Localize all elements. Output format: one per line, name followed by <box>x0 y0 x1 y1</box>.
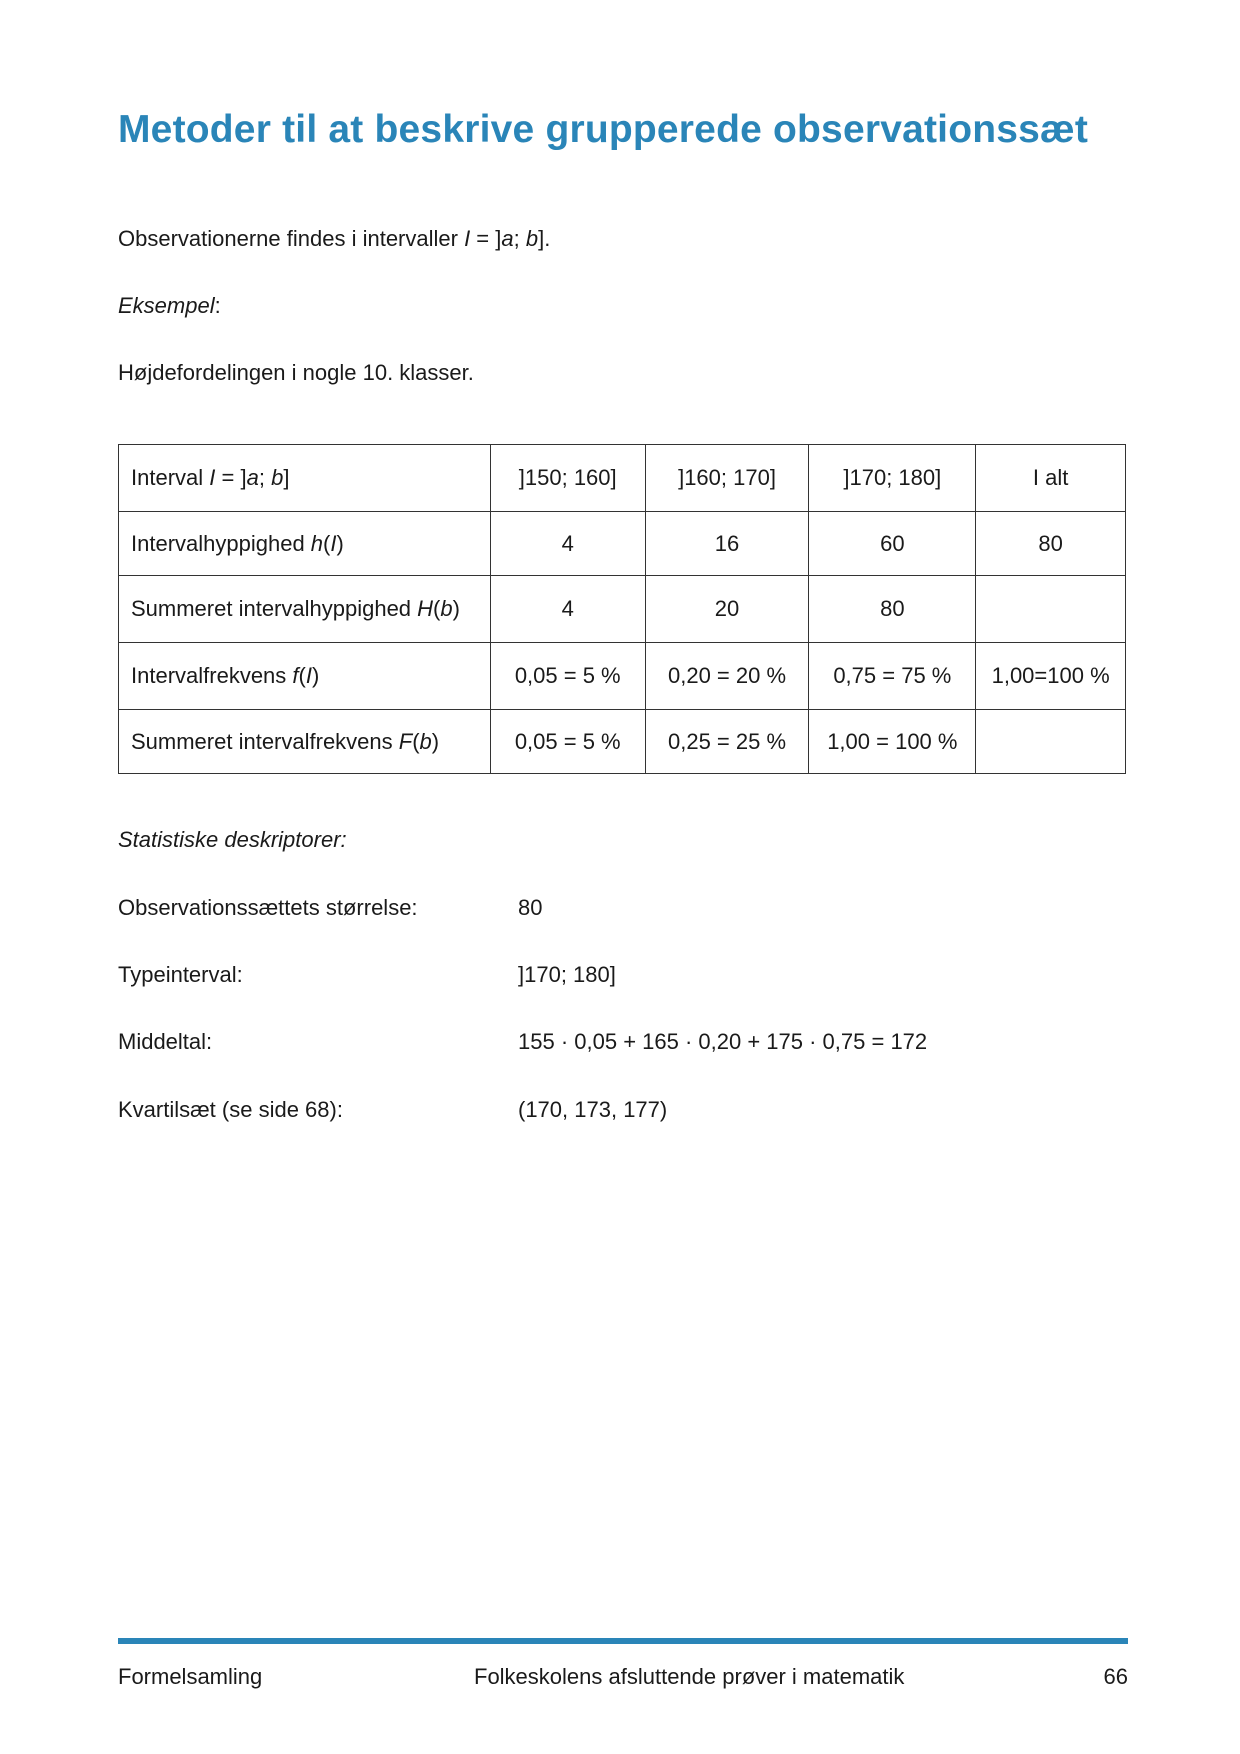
footer-subtitle: Folkeskolens afsluttende prøver i matematik <box>474 1664 905 1689</box>
descriptors-heading: Statistiske deskriptorer: <box>118 827 347 852</box>
table-cell: 16 <box>645 512 809 576</box>
table-cell <box>976 576 1126 643</box>
table-row-summeret-hyppighed <box>119 576 1126 643</box>
footer-divider <box>118 1638 1128 1644</box>
table-cell: 0,20 = 20 % <box>645 643 809 710</box>
table-cell: 1,00 = 100 % <box>809 710 976 774</box>
table-row-frekvens <box>119 643 1126 710</box>
table-cell: 80 <box>809 576 976 643</box>
table-row-interval <box>119 445 1126 512</box>
example-label: Eksempel: <box>118 293 221 318</box>
table-cell: ]150; 160] <box>490 445 645 512</box>
row-label-interval: Interval I = ]a; b] <box>119 445 491 512</box>
intro-text: Observationerne findes i intervaller I = ]a; b]. <box>118 226 551 251</box>
descriptor-label: Kvartilsæt (se side 68): <box>118 1097 343 1122</box>
table-cell: 60 <box>809 512 976 576</box>
table-cell: 4 <box>490 512 645 576</box>
row-label-summeret-hyppighed: Summeret intervalhyppighed H(b) <box>119 576 491 643</box>
descriptor-value: 155 · 0,05 + 165 · 0,20 + 175 · 0,75 = 172 <box>518 1029 928 1054</box>
table-row-summeret-frekvens <box>119 710 1126 774</box>
row-label-hyppighed: Intervalhyppighed h(I) <box>119 512 491 576</box>
table-cell: 80 <box>976 512 1126 576</box>
row-label-frekvens: Intervalfrekvens f(I) <box>119 643 491 710</box>
row-label-summeret-frekvens: Summeret intervalfrekvens F(b) <box>119 710 491 774</box>
table-cell: 20 <box>645 576 809 643</box>
example-description: Højdefordelingen i nogle 10. klasser. <box>118 360 474 385</box>
table-cell: 1,00=100 % <box>976 643 1126 710</box>
descriptor-label: Middeltal: <box>118 1029 213 1054</box>
descriptor-value: ]170; 180] <box>518 962 616 987</box>
descriptor-label: Observationssættets størrelse: <box>118 895 418 920</box>
footer-book-title: Formelsamling <box>118 1664 263 1689</box>
table-cell <box>976 710 1126 774</box>
table-cell: 0,05 = 5 % <box>490 710 645 774</box>
descriptor-value: (170, 173, 177) <box>518 1097 668 1122</box>
descriptor-label: Typeinterval: <box>118 962 243 987</box>
page-title: Metoder til at beskrive grupperede observationssæt <box>118 108 1089 151</box>
page-number: 66 <box>1103 1664 1128 1689</box>
table-cell: 4 <box>490 576 645 643</box>
table-cell: 0,25 = 25 % <box>645 710 809 774</box>
table-cell: ]160; 170] <box>645 445 809 512</box>
table-cell: 0,05 = 5 % <box>490 643 645 710</box>
table-cell: I alt <box>976 445 1126 512</box>
descriptor-value: 80 <box>518 895 543 920</box>
frequency-table <box>118 444 1126 774</box>
table-cell: ]170; 180] <box>809 445 976 512</box>
table-row-hyppighed <box>119 512 1126 576</box>
table-cell: 0,75 = 75 % <box>809 643 976 710</box>
